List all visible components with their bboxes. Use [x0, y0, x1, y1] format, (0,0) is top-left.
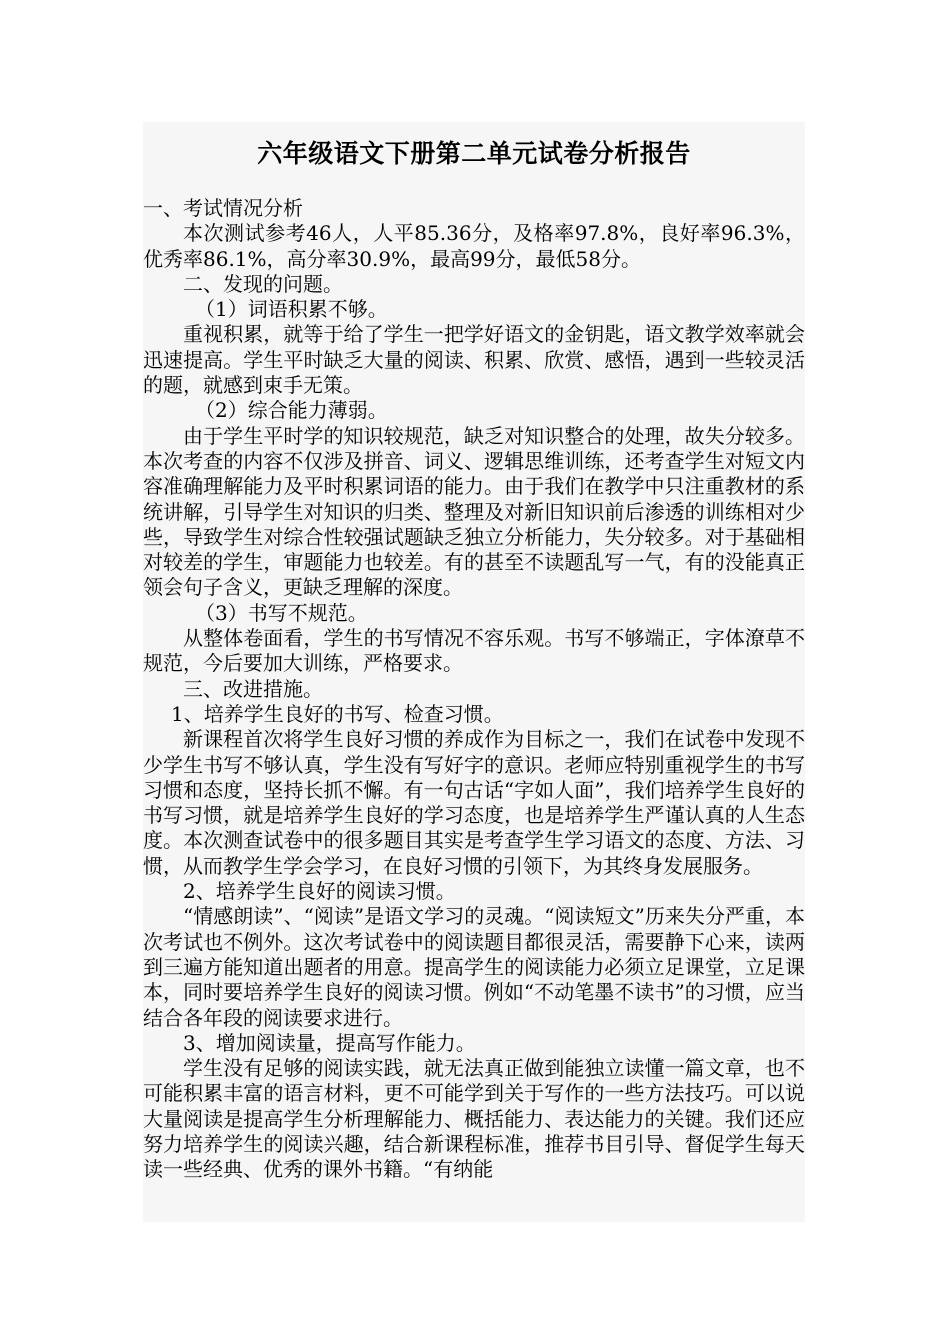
document-title: 六年级语文下册第二单元试卷分析报告 [257, 139, 691, 168]
paragraph-handwriting: 从整体卷面看，学生的书写情况不容乐观。书写不够端正，字体潦草不规范，今后要加大训练，严格要求。 [143, 626, 805, 676]
section-heading-improvements: 三、改进措施。 [183, 676, 323, 701]
subheading-reading-habits: 2、培养学生良好的阅读习惯。 [183, 879, 456, 904]
subheading-vocabulary: （1）词语积累不够。 [195, 297, 388, 322]
paragraph-reading-habits: “情感朗读”、“阅读”是语文学习的灵魂。“阅读短文”历来失分严重，本次考试也不例外。这次考试卷中的阅读题目都很灵活，需要静下心来，读两到三遍方能知道出题者的用意。提高学生的阅读能力必须立足课堂，立足课本，同时要培养学生良好的阅读习惯。例如“不动笔墨不读书”的习惯，应当结合各年段的阅读要求进行。 [143, 904, 805, 1030]
paragraph-exam-stats: 本次测试参考46人，人平85.36分，及格率97.8%，良好率96.3%，优秀率86.1%，高分率30.9%，最高99分，最低58分。 [143, 221, 805, 271]
paragraph-writing-habits: 新课程首次将学生良好习惯的养成作为目标之一，我们在试卷中发现不少学生书写不够认真，学生没有写好字的意识。老师应特别重视学生的书写习惯和态度，坚持长抓不懈。有一句古话“字如人面”，我们培养学生良好的书写习惯，就是培养学生良好的学习态度，也是培养学生严谨认真的人生态度。本次测查试卷中的很多题目其实是考查学生学习语文的态度、方法、习惯，从而教学生学会学习，在良好习惯的引领下，为其终身发展服务。 [143, 727, 805, 878]
subheading-reading-volume: 3、增加阅读量，提高写作能力。 [183, 1030, 476, 1055]
paragraph-comprehensive-ability: 由于学生平时学的知识较规范，缺乏对知识整合的处理，故失分较多。本次考查的内容不仅涉及拼音、词义、逻辑思维训练，还考查学生对短文内容准确理解能力及平时积累词语的能力。由于我们在教学中只注重教材的系统讲解，引导学生对知识的归类、整理及对新旧知识前后渗透的训练相对少些，导致学生对综合性较强试题缺乏独立分析能力，失分较多。对于基础相对较差的学生，审题能力也较差。有的甚至不读题乱写一气，有的没能真正领会句子含义，更缺乏理解的深度。 [143, 423, 805, 600]
document-page [143, 122, 805, 1222]
document-body [143, 196, 805, 1183]
subheading-comprehensive-ability: （2）综合能力薄弱。 [195, 398, 388, 423]
paragraph-reading-volume: 学生没有足够的阅读实践，就无法真正做到能独立读懂一篇文章，也不可能积累丰富的语言材料，更不可能学到关于写作的一些方法技巧。可以说大量阅读是提高学生分析理解能力、概括能力、表达能力的关键。我们还应努力培养学生的阅读兴趣，结合新课程标准，推荐书目引导、督促学生每天读一些经典、优秀的课外书籍。“有纳能 [143, 1056, 805, 1182]
section-heading-exam-analysis: 一、考试情况分析 [143, 196, 303, 220]
paragraph-vocabulary: 重视积累，就等于给了学生一把学好语文的金钥匙，语文教学效率就会迅速提高。学生平时缺乏大量的阅读、积累、欣赏、感悟，遇到一些较灵活的题，就感到束手无策。 [143, 322, 805, 398]
subheading-handwriting: （3）书写不规范。 [195, 600, 368, 625]
subheading-writing-habits: 1、培养学生良好的书写、检查习惯。 [171, 701, 504, 726]
section-heading-problems: 二、发现的问题。 [183, 271, 343, 296]
